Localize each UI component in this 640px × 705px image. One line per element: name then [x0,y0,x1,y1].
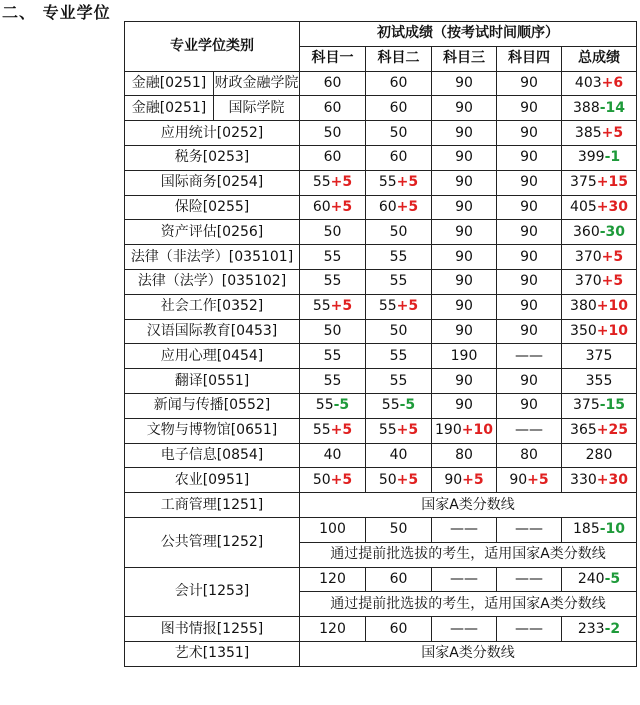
table-row [125,617,637,642]
score-cell [432,369,497,394]
score-cell [300,96,366,121]
category-cell: 会计[1253] [125,567,300,617]
score-cell [300,71,366,96]
score-cell [432,269,497,294]
score-cell [432,294,497,319]
score-cell [497,121,562,146]
score-cell [497,71,562,96]
score-value: 405 [570,198,597,215]
score-value: 375 [570,174,597,191]
score-cell [300,220,366,245]
score-value: 90 [455,397,473,414]
table-row [125,393,637,418]
table-row [125,319,637,344]
score-value: 385 [574,124,602,141]
category-cell: 金融[0251] [125,71,214,96]
score-cell [366,195,432,220]
category-cell: 应用心理[0454] [125,344,300,369]
score-cell [562,393,637,418]
score-cell [300,344,366,369]
score-value: 55 [378,174,397,191]
score-cell [366,617,432,642]
score-cell [366,96,432,121]
score-value: 60 [323,99,342,116]
score-cell [497,245,562,270]
score-cell [497,418,562,443]
category-cell: 税务[0253] [125,145,300,170]
score-value: 60 [323,74,342,91]
score-value: 190 [435,422,462,439]
score-change: +5 [330,298,353,315]
score-cell [497,269,562,294]
score-value: 60 [389,620,408,637]
table-row [125,344,637,369]
score-value: 370 [574,248,602,265]
score-cell [300,245,366,270]
score-cell [366,170,432,195]
score-value: 190 [450,347,478,364]
score-cell [432,393,497,418]
score-value: 50 [323,124,342,141]
score-value: 100 [319,521,346,538]
score-cell [497,96,562,121]
score-value: 90 [455,248,473,265]
score-value: 60 [312,198,331,215]
score-cell [562,294,637,319]
score-cell [562,369,637,394]
score-cell [497,369,562,394]
score-change: +5 [601,124,624,141]
score-cell [562,269,637,294]
score-value: 60 [389,149,408,166]
score-value: 40 [389,446,408,463]
score-cell [366,567,432,592]
score-cell [562,443,637,468]
col-header: 总成绩 [562,46,637,71]
score-value: 55 [389,372,408,389]
score-change: +6 [601,74,624,91]
score-value: 55 [389,273,408,290]
category-cell: 新闻与传播[0552] [125,393,300,418]
score-cell [497,220,562,245]
score-value: —— [515,570,543,587]
score-change: -10 [599,521,626,538]
score-value: —— [515,521,543,538]
score-value: 90 [520,248,538,265]
score-change: -5 [604,570,621,587]
score-value: 55 [389,347,408,364]
table-row [125,195,637,220]
score-cell [497,393,562,418]
table-row [125,71,637,96]
score-value: 90 [455,223,473,240]
score-cell [366,418,432,443]
score-value: 90 [455,322,473,339]
score-value: 90 [520,223,538,240]
score-value: 90 [444,471,463,488]
score-value: 55 [323,273,342,290]
score-value: 375 [585,347,613,364]
score-value: 90 [520,99,538,116]
score-value: —— [515,620,543,637]
score-value: 403 [574,74,602,91]
score-cell [300,393,366,418]
score-cell [300,468,366,493]
score-change: +30 [596,471,628,488]
score-value: 55 [378,298,397,315]
score-value: 90 [520,198,538,215]
score-cell [562,121,637,146]
score-cell [366,393,432,418]
score-cell [432,468,497,493]
score-cell [300,195,366,220]
table-row [125,121,637,146]
score-cell [366,319,432,344]
table-row [125,145,637,170]
table-row [125,468,637,493]
score-cell [366,344,432,369]
score-cell [366,369,432,394]
score-cell [497,617,562,642]
score-value: 399 [577,149,605,166]
subcategory-cell: 国际学院 [214,96,300,121]
score-cell [562,418,637,443]
score-value: 90 [455,99,473,116]
table-row [125,418,637,443]
category-header: 专业学位类别 [125,22,300,72]
score-cell [497,319,562,344]
score-change: -14 [599,99,626,116]
score-value: 365 [570,422,597,439]
score-cell [300,567,366,592]
category-cell: 艺术[1351] [125,641,300,666]
score-cell [300,617,366,642]
score-cell [432,245,497,270]
score-cell [562,145,637,170]
category-cell: 金融[0251] [125,96,214,121]
score-cell [497,145,562,170]
score-cell [300,517,366,542]
score-cell [562,245,637,270]
score-cell [497,344,562,369]
note-cell: 通过提前批选拔的考生，适用国家A类分数线 [300,592,637,617]
score-cell [300,121,366,146]
score-cell [366,145,432,170]
score-cell [562,71,637,96]
score-value: 55 [389,248,408,265]
score-value: 90 [520,149,538,166]
table-row [125,294,637,319]
score-cell [562,220,637,245]
score-value: 40 [323,446,342,463]
score-change: +10 [461,422,493,439]
score-value: 50 [323,322,342,339]
table-row [125,170,637,195]
score-value: 90 [520,372,538,389]
score-change: +5 [601,273,624,290]
score-cell [432,344,497,369]
score-change: +5 [396,298,419,315]
score-value: 60 [323,149,342,166]
score-value: 55 [323,347,342,364]
category-cell: 法律（法学）[035102] [125,269,300,294]
score-cell [562,344,637,369]
score-cell [432,121,497,146]
category-cell: 汉语国际教育[0453] [125,319,300,344]
score-value: 60 [389,74,408,91]
score-cell [432,96,497,121]
category-cell: 资产评估[0256] [125,220,300,245]
score-cell [432,195,497,220]
score-value: 50 [389,223,408,240]
score-cell [300,319,366,344]
score-value: —— [515,347,543,364]
score-value: 55 [378,422,397,439]
score-change: +5 [396,471,419,488]
score-table [124,21,637,667]
category-cell: 社会工作[0352] [125,294,300,319]
score-change: +5 [396,422,419,439]
score-cell [432,517,497,542]
score-cell [497,443,562,468]
score-value: 280 [585,446,613,463]
score-value: 120 [319,620,346,637]
score-value: 355 [585,372,613,389]
score-value: —— [450,570,478,587]
category-cell: 保险[0255] [125,195,300,220]
category-cell: 工商管理[1251] [125,493,300,518]
category-cell: 农业[0951] [125,468,300,493]
score-value: —— [450,620,478,637]
score-value: 90 [455,198,473,215]
score-value: 90 [520,298,538,315]
score-value: 80 [520,446,538,463]
score-value: 90 [520,273,538,290]
score-value: 60 [389,99,408,116]
score-cell [366,269,432,294]
score-cell [432,220,497,245]
score-value: 120 [319,570,346,587]
score-change: +5 [330,174,353,191]
category-cell: 翻译[0551] [125,369,300,394]
score-cell [432,617,497,642]
score-value: 50 [389,322,408,339]
category-cell: 电子信息[0854] [125,443,300,468]
score-cell [366,121,432,146]
col-header: 科目四 [497,46,562,71]
score-cell [497,468,562,493]
score-value: —— [450,521,478,538]
score-cell [562,319,637,344]
col-header: 科目一 [300,46,366,71]
score-value: 375 [573,397,600,414]
score-cell [562,567,637,592]
score-value: 55 [323,248,342,265]
score-change: +25 [596,422,628,439]
score-value: 360 [573,223,600,240]
score-change: +10 [596,322,628,339]
score-value: 55 [312,298,331,315]
score-value: 50 [378,471,397,488]
score-value: 90 [520,397,538,414]
score-cell [432,319,497,344]
note-cell: 通过提前批选拔的考生，适用国家A类分数线 [300,542,637,567]
category-cell: 文物与博物馆[0651] [125,418,300,443]
score-change: -15 [599,397,626,414]
score-value: 90 [455,372,473,389]
score-value: 55 [323,372,342,389]
score-cell [300,145,366,170]
score-change: +10 [596,298,628,315]
score-change: +15 [596,174,628,191]
table-row [125,493,637,518]
category-cell: 公共管理[1252] [125,517,300,567]
score-value: 380 [570,298,597,315]
score-change: +5 [330,471,353,488]
score-cell [432,71,497,96]
score-cell [300,269,366,294]
score-change: -30 [599,223,626,240]
score-value: 90 [455,149,473,166]
category-cell: 图书情报[1255] [125,617,300,642]
score-value: 233 [577,620,605,637]
score-value: 90 [455,124,473,141]
score-value: 60 [389,570,408,587]
note-cell: 国家A类分数线 [300,493,637,518]
table-row [125,96,637,121]
score-value: 330 [570,471,597,488]
table-row [125,641,637,666]
score-cell [300,369,366,394]
table-row [125,517,637,542]
score-value: —— [515,422,543,439]
score-value: 185 [573,521,600,538]
score-cell [366,468,432,493]
score-value: 50 [312,471,331,488]
score-value: 55 [312,174,331,191]
col-header: 科目二 [366,46,432,71]
score-cell [366,517,432,542]
score-cell [562,617,637,642]
score-change: +5 [396,198,419,215]
score-value: 50 [389,521,408,538]
score-value: 90 [520,322,538,339]
score-change: +5 [601,248,624,265]
score-value: 90 [509,471,528,488]
subcategory-cell: 财政金融学院 [214,71,300,96]
category-cell: 应用统计[0252] [125,121,300,146]
category-cell: 法律（非法学）[035101] [125,245,300,270]
score-cell [300,294,366,319]
section-title: 二、 专业学位 [2,3,111,22]
score-cell [300,170,366,195]
score-value: 60 [378,198,397,215]
score-change: -5 [399,397,416,414]
table-row [125,220,637,245]
score-cell [432,170,497,195]
score-value: 350 [570,322,597,339]
score-value: 90 [520,74,538,91]
score-cell [432,443,497,468]
note-cell: 国家A类分数线 [300,641,637,666]
score-value: 370 [574,273,602,290]
score-cell [300,418,366,443]
score-cell [497,294,562,319]
score-cell [432,567,497,592]
score-value: 55 [312,422,331,439]
score-change: +5 [330,198,353,215]
score-change: +5 [462,471,484,488]
score-cell [497,170,562,195]
score-cell [366,71,432,96]
score-value: 55 [381,397,400,414]
score-cell [562,517,637,542]
score-value: 55 [315,397,334,414]
score-cell [366,294,432,319]
header-row-1 [125,22,637,47]
score-value: 240 [577,570,605,587]
score-cell [366,220,432,245]
col-header: 科目三 [432,46,497,71]
score-value: 50 [323,223,342,240]
score-cell [562,195,637,220]
score-value: 90 [455,174,473,191]
score-value: 90 [455,298,473,315]
score-cell [562,170,637,195]
score-value: 90 [455,74,473,91]
category-cell: 国际商务[0254] [125,170,300,195]
score-cell [366,245,432,270]
table-row [125,443,637,468]
score-change: -1 [604,149,621,166]
score-change: +5 [396,174,419,191]
score-value: 90 [455,273,473,290]
score-change: +5 [330,422,353,439]
score-change: +30 [596,198,628,215]
table-row [125,269,637,294]
score-value: 80 [455,446,473,463]
score-cell [366,443,432,468]
score-cell [300,443,366,468]
score-cell [432,145,497,170]
score-cell [562,468,637,493]
score-change: +5 [527,471,549,488]
score-change: -5 [333,397,350,414]
score-cell [497,567,562,592]
table-row [125,369,637,394]
score-value: 388 [573,99,600,116]
score-cell [432,418,497,443]
score-change: -2 [604,620,621,637]
score-cell [497,195,562,220]
score-value: 90 [520,174,538,191]
score-value: 90 [520,124,538,141]
score-cell [497,517,562,542]
table-row [125,245,637,270]
score-group-header: 初试成绩（按考试时间顺序） [300,22,637,47]
score-cell [562,96,637,121]
table-row [125,567,637,592]
score-value: 50 [389,124,408,141]
